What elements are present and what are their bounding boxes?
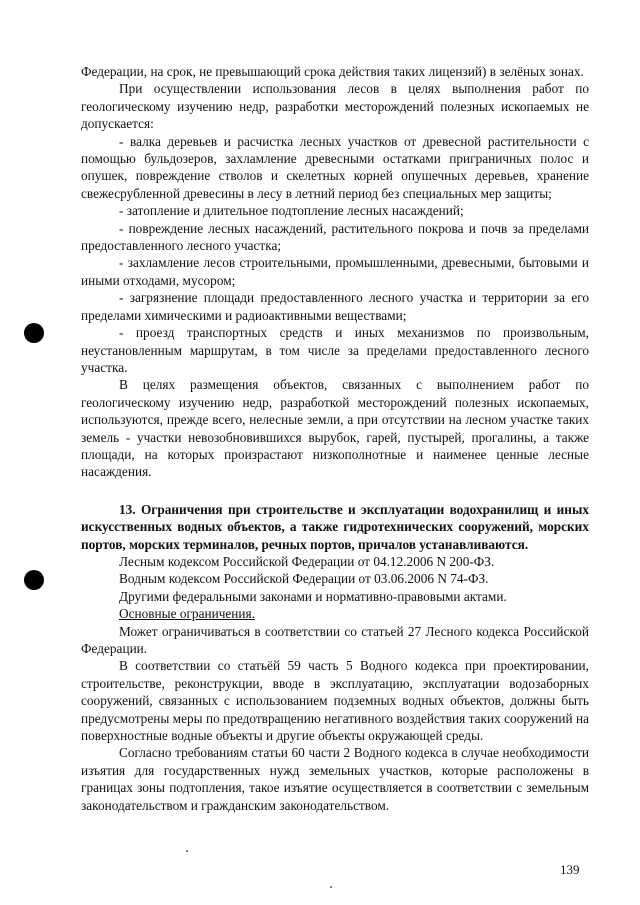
- binder-hole-upper: [24, 323, 44, 343]
- list-item-damage: - повреждение лесных насаждений, растительного покрова и почв за пределами предоставленного лесного участка;: [81, 220, 589, 254]
- paragraph-continuation: Федерации, на срок, не превышающий срока действия таких лицензий) в зелёных зонах.: [81, 64, 584, 79]
- paragraph-article-60: Согласно требованиям статьи 60 части 2 Водного кодекса в случае необходимости изъятия для государственных нужд земельных участков, которые расположены в границах зоны подтопления, такое изъятие осуществляется в соответствии с земельным законодательством и гражданским законодательством.: [81, 745, 589, 813]
- paragraph-prohibitions-intro: При осуществлении использования лесов в целях выполнения работ по геологическому изучению недр, разработки месторождений полезных ископаемых не допускается:: [81, 81, 589, 132]
- paragraph-placement: В целях размещения объектов, связанных с выполнением работ по геологическому изучению недр, разработкой месторождений полезных ископаемых, используются, прежде всего, нелесные земли, а при отсутствии на лесном участке таких земель - участки невозобновившихся вырубок, гарей, пустырей, прогалины, а также площади, на которых произрастают низкополнотные и наименее ценные лесные насаждения.: [81, 377, 589, 480]
- list-item-littering: - захламление лесов строительными, промышленными, древесными, бытовыми и иными отходами, мусором;: [81, 255, 589, 288]
- scan-speck: [186, 850, 188, 852]
- list-item-vehicles: - проезд транспортных средств и иных механизмов по произвольным, неустановленным маршрутам, в том числе за пределами предоставленного лесного участка.: [81, 325, 589, 375]
- body-text: [81, 63, 589, 814]
- subheading-main-restrictions: Основные ограничения.: [119, 606, 255, 622]
- list-item-felling: - валка деревьев и расчистка лесных участков от древесной растительности с помощью бульдозеров, захламление древесными остатками приграничных полос и опушек, повреждение стволов и скелетных корней опушечных деревьев, хранение свежесрубленной древесины в лесу в летний период без специальных мер защиты;: [81, 133, 589, 201]
- list-item-pollution: - загрязнение площади предоставленного лесного участка и территории за его пределами химическими и радиоактивными веществами;: [81, 290, 589, 323]
- paragraph-article-59: В соответствии со статьёй 59 часть 5 Водного кодекса при проектировании, строительстве, реконструкции, вводе в эксплуатацию, эксплуатации водозаборных сооружений, связанных с использованием подземных водных объектов, должны быть предусмотрены меры по предотвращению негативного воздействия таких сооружений на поверхностные водные объекты и другие объекты окружающей среды.: [81, 658, 589, 744]
- binder-hole-lower: [24, 570, 44, 590]
- list-item-flooding: - затопление и длительное подтопление лесных насаждений;: [119, 203, 464, 219]
- scan-speck: [330, 886, 332, 888]
- paragraph-other-laws: Другими федеральными законами и нормативно-правовыми актами.: [119, 588, 507, 604]
- paragraph-article-27: Может ограничиваться в соответствии со статьей 27 Лесного кодекса Российской Федерации.: [81, 623, 589, 656]
- section-heading: 13. Ограничения при строительстве и эксплуатации водохранилищ и иных искусственных водных объектов, а также гидротехнических сооружений, морских портов, морских терминалов, речных портов, причалов устанавливаются.: [81, 501, 589, 552]
- paragraph-water-code: Водным кодексом Российской Федерации от 03.06.2006 N 74-ФЗ.: [119, 571, 489, 587]
- page-number: 139: [560, 862, 580, 877]
- paragraph-forest-code: Лесным кодексом Российской Федерации от 04.12.2006 N 200-ФЗ.: [119, 553, 495, 569]
